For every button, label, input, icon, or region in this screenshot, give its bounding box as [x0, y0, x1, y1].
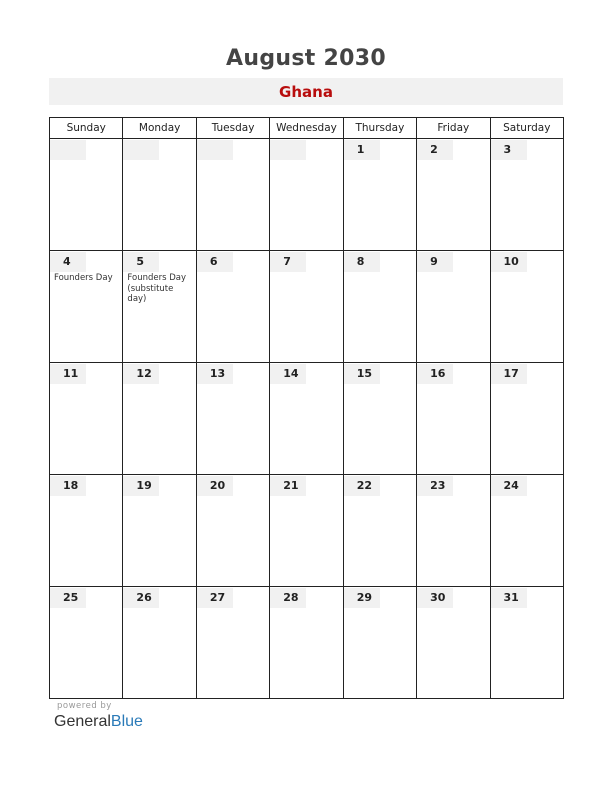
day-cell — [50, 363, 123, 475]
week-row — [50, 587, 564, 699]
day-number: 12 — [123, 364, 159, 384]
day-cell — [50, 475, 123, 587]
week-row — [50, 139, 564, 251]
week-row — [50, 475, 564, 587]
day-cell — [343, 363, 416, 475]
weekday-header: Sunday — [50, 118, 123, 139]
day-cell — [343, 587, 416, 699]
day-cell — [343, 251, 416, 363]
day-cell — [196, 475, 269, 587]
day-number: 30 — [417, 588, 453, 608]
day-cell — [270, 475, 343, 587]
day-number: 6 — [197, 252, 233, 272]
day-number: 2 — [417, 140, 453, 160]
day-number: 23 — [417, 476, 453, 496]
calendar-grid — [49, 117, 564, 699]
day-cell — [196, 363, 269, 475]
day-cell — [270, 251, 343, 363]
day-cell — [123, 587, 196, 699]
day-number — [50, 140, 86, 160]
brand-blue-text: Blue — [110, 713, 143, 730]
country-bar — [49, 78, 563, 105]
day-cell — [417, 139, 490, 251]
holiday-label: Founders Day (substitute day) — [127, 273, 187, 304]
page-title: August 2030 — [226, 46, 386, 71]
day-cell — [490, 139, 563, 251]
week-row — [50, 251, 564, 363]
day-number: 28 — [270, 588, 306, 608]
holiday-label: Founders Day — [54, 273, 113, 283]
day-cell — [417, 587, 490, 699]
day-number: 16 — [417, 364, 453, 384]
day-number: 24 — [491, 476, 527, 496]
weekday-header: Monday — [123, 118, 196, 139]
day-cell — [196, 587, 269, 699]
day-number: 25 — [50, 588, 86, 608]
weekday-header: Wednesday — [270, 118, 343, 139]
day-number: 10 — [491, 252, 527, 272]
day-number: 21 — [270, 476, 306, 496]
day-number: 14 — [270, 364, 306, 384]
day-number: 18 — [50, 476, 86, 496]
day-cell — [490, 475, 563, 587]
day-number: 3 — [491, 140, 527, 160]
day-number: 15 — [344, 364, 380, 384]
day-number: 11 — [50, 364, 86, 384]
weekday-header: Tuesday — [196, 118, 269, 139]
day-number: 4 — [50, 252, 86, 272]
day-number: 20 — [197, 476, 233, 496]
day-cell-empty — [50, 139, 123, 251]
brand-general-text: General — [54, 713, 111, 730]
day-cell — [490, 251, 563, 363]
week-row — [50, 363, 564, 475]
day-number: 27 — [197, 588, 233, 608]
generalblue-logo[interactable] — [54, 713, 143, 731]
day-cell-empty — [123, 139, 196, 251]
day-cell — [50, 587, 123, 699]
day-cell — [270, 587, 343, 699]
day-number: 17 — [491, 364, 527, 384]
country-name: Ghana — [279, 83, 333, 101]
day-cell — [270, 363, 343, 475]
day-cell — [123, 363, 196, 475]
day-number: 9 — [417, 252, 453, 272]
day-cell — [417, 475, 490, 587]
day-number: 13 — [197, 364, 233, 384]
day-cell — [417, 363, 490, 475]
day-cell — [343, 475, 416, 587]
day-number: 5 — [123, 252, 159, 272]
day-number: 1 — [344, 140, 380, 160]
weekday-header: Friday — [417, 118, 490, 139]
weekday-header-row — [50, 118, 564, 139]
day-cell — [196, 251, 269, 363]
weekday-header: Thursday — [343, 118, 416, 139]
day-cell — [50, 251, 123, 363]
day-number: 26 — [123, 588, 159, 608]
day-cell-empty — [196, 139, 269, 251]
day-number — [270, 140, 306, 160]
day-cell — [417, 251, 490, 363]
day-cell — [123, 251, 196, 363]
day-cell — [490, 587, 563, 699]
weekday-header: Saturday — [490, 118, 563, 139]
day-cell — [490, 363, 563, 475]
day-cell — [123, 475, 196, 587]
day-number — [123, 140, 159, 160]
day-number: 7 — [270, 252, 306, 272]
day-number — [197, 140, 233, 160]
day-cell-empty — [270, 139, 343, 251]
day-number: 19 — [123, 476, 159, 496]
powered-by-label: powered by — [57, 701, 112, 711]
day-cell — [343, 139, 416, 251]
day-number: 29 — [344, 588, 380, 608]
day-number: 31 — [491, 588, 527, 608]
day-number: 22 — [344, 476, 380, 496]
day-number: 8 — [344, 252, 380, 272]
